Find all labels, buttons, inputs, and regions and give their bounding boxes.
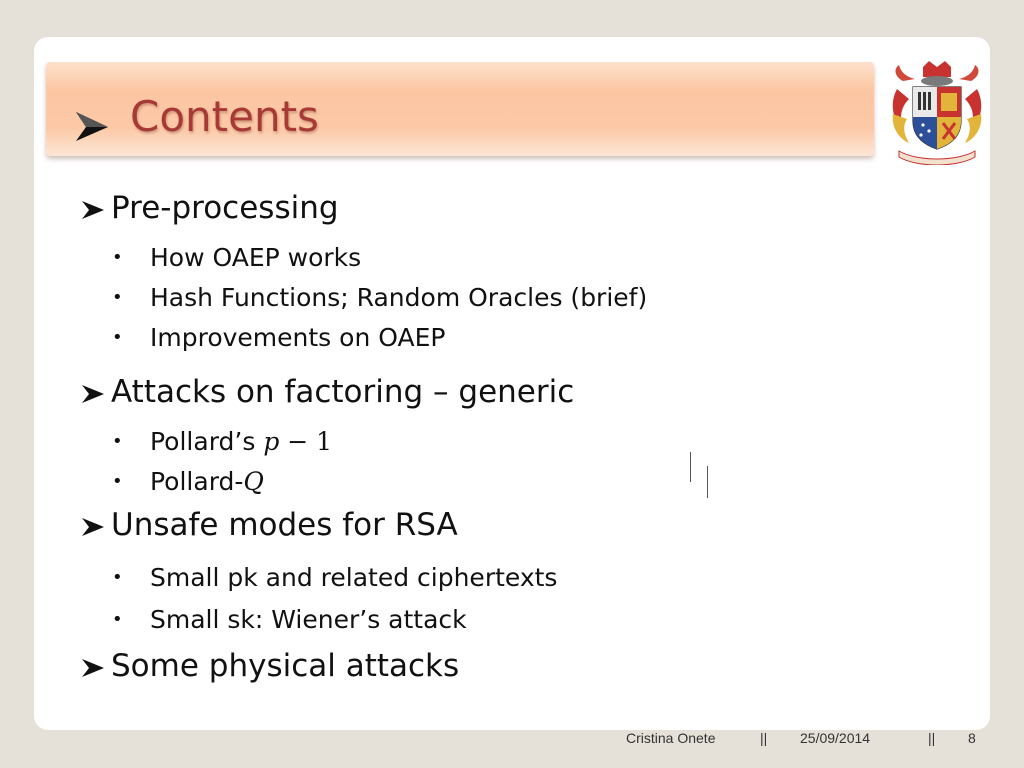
- dot-bullet-icon: •: [112, 431, 123, 452]
- dot-bullet-icon: •: [112, 609, 123, 630]
- dot-bullet-icon: •: [112, 471, 123, 492]
- dot-bullet-icon: •: [112, 567, 123, 588]
- footer-separator: ||: [928, 730, 936, 746]
- footer-author: Cristina Onete: [626, 730, 716, 746]
- section-heading-text: Unsafe modes for RSA: [111, 507, 458, 543]
- arrowhead-bullet-icon: [74, 110, 110, 142]
- vertical-bar-mark: [690, 452, 691, 482]
- page-number: 8: [968, 730, 976, 746]
- footer-separator: ||: [760, 730, 768, 746]
- title-bar: [46, 62, 874, 156]
- section-heading-text: Attacks on factoring – generic: [111, 374, 575, 410]
- arrowhead-bullet-icon: [80, 516, 106, 538]
- footer-date: 25/09/2014: [800, 730, 871, 746]
- section-heading-text: Pre-processing: [111, 190, 339, 226]
- coat-of-arms-logo: [889, 59, 985, 165]
- slide-title: Contents: [130, 92, 319, 141]
- dot-bullet-icon: •: [112, 327, 123, 348]
- arrowhead-bullet-icon: [80, 199, 106, 221]
- vertical-bar-mark: [707, 466, 708, 498]
- dot-bullet-icon: •: [112, 247, 123, 268]
- arrowhead-bullet-icon: [80, 383, 106, 405]
- arrowhead-bullet-icon: [80, 657, 106, 679]
- section-heading-text: Some physical attacks: [111, 648, 460, 684]
- dot-bullet-icon: •: [112, 287, 123, 308]
